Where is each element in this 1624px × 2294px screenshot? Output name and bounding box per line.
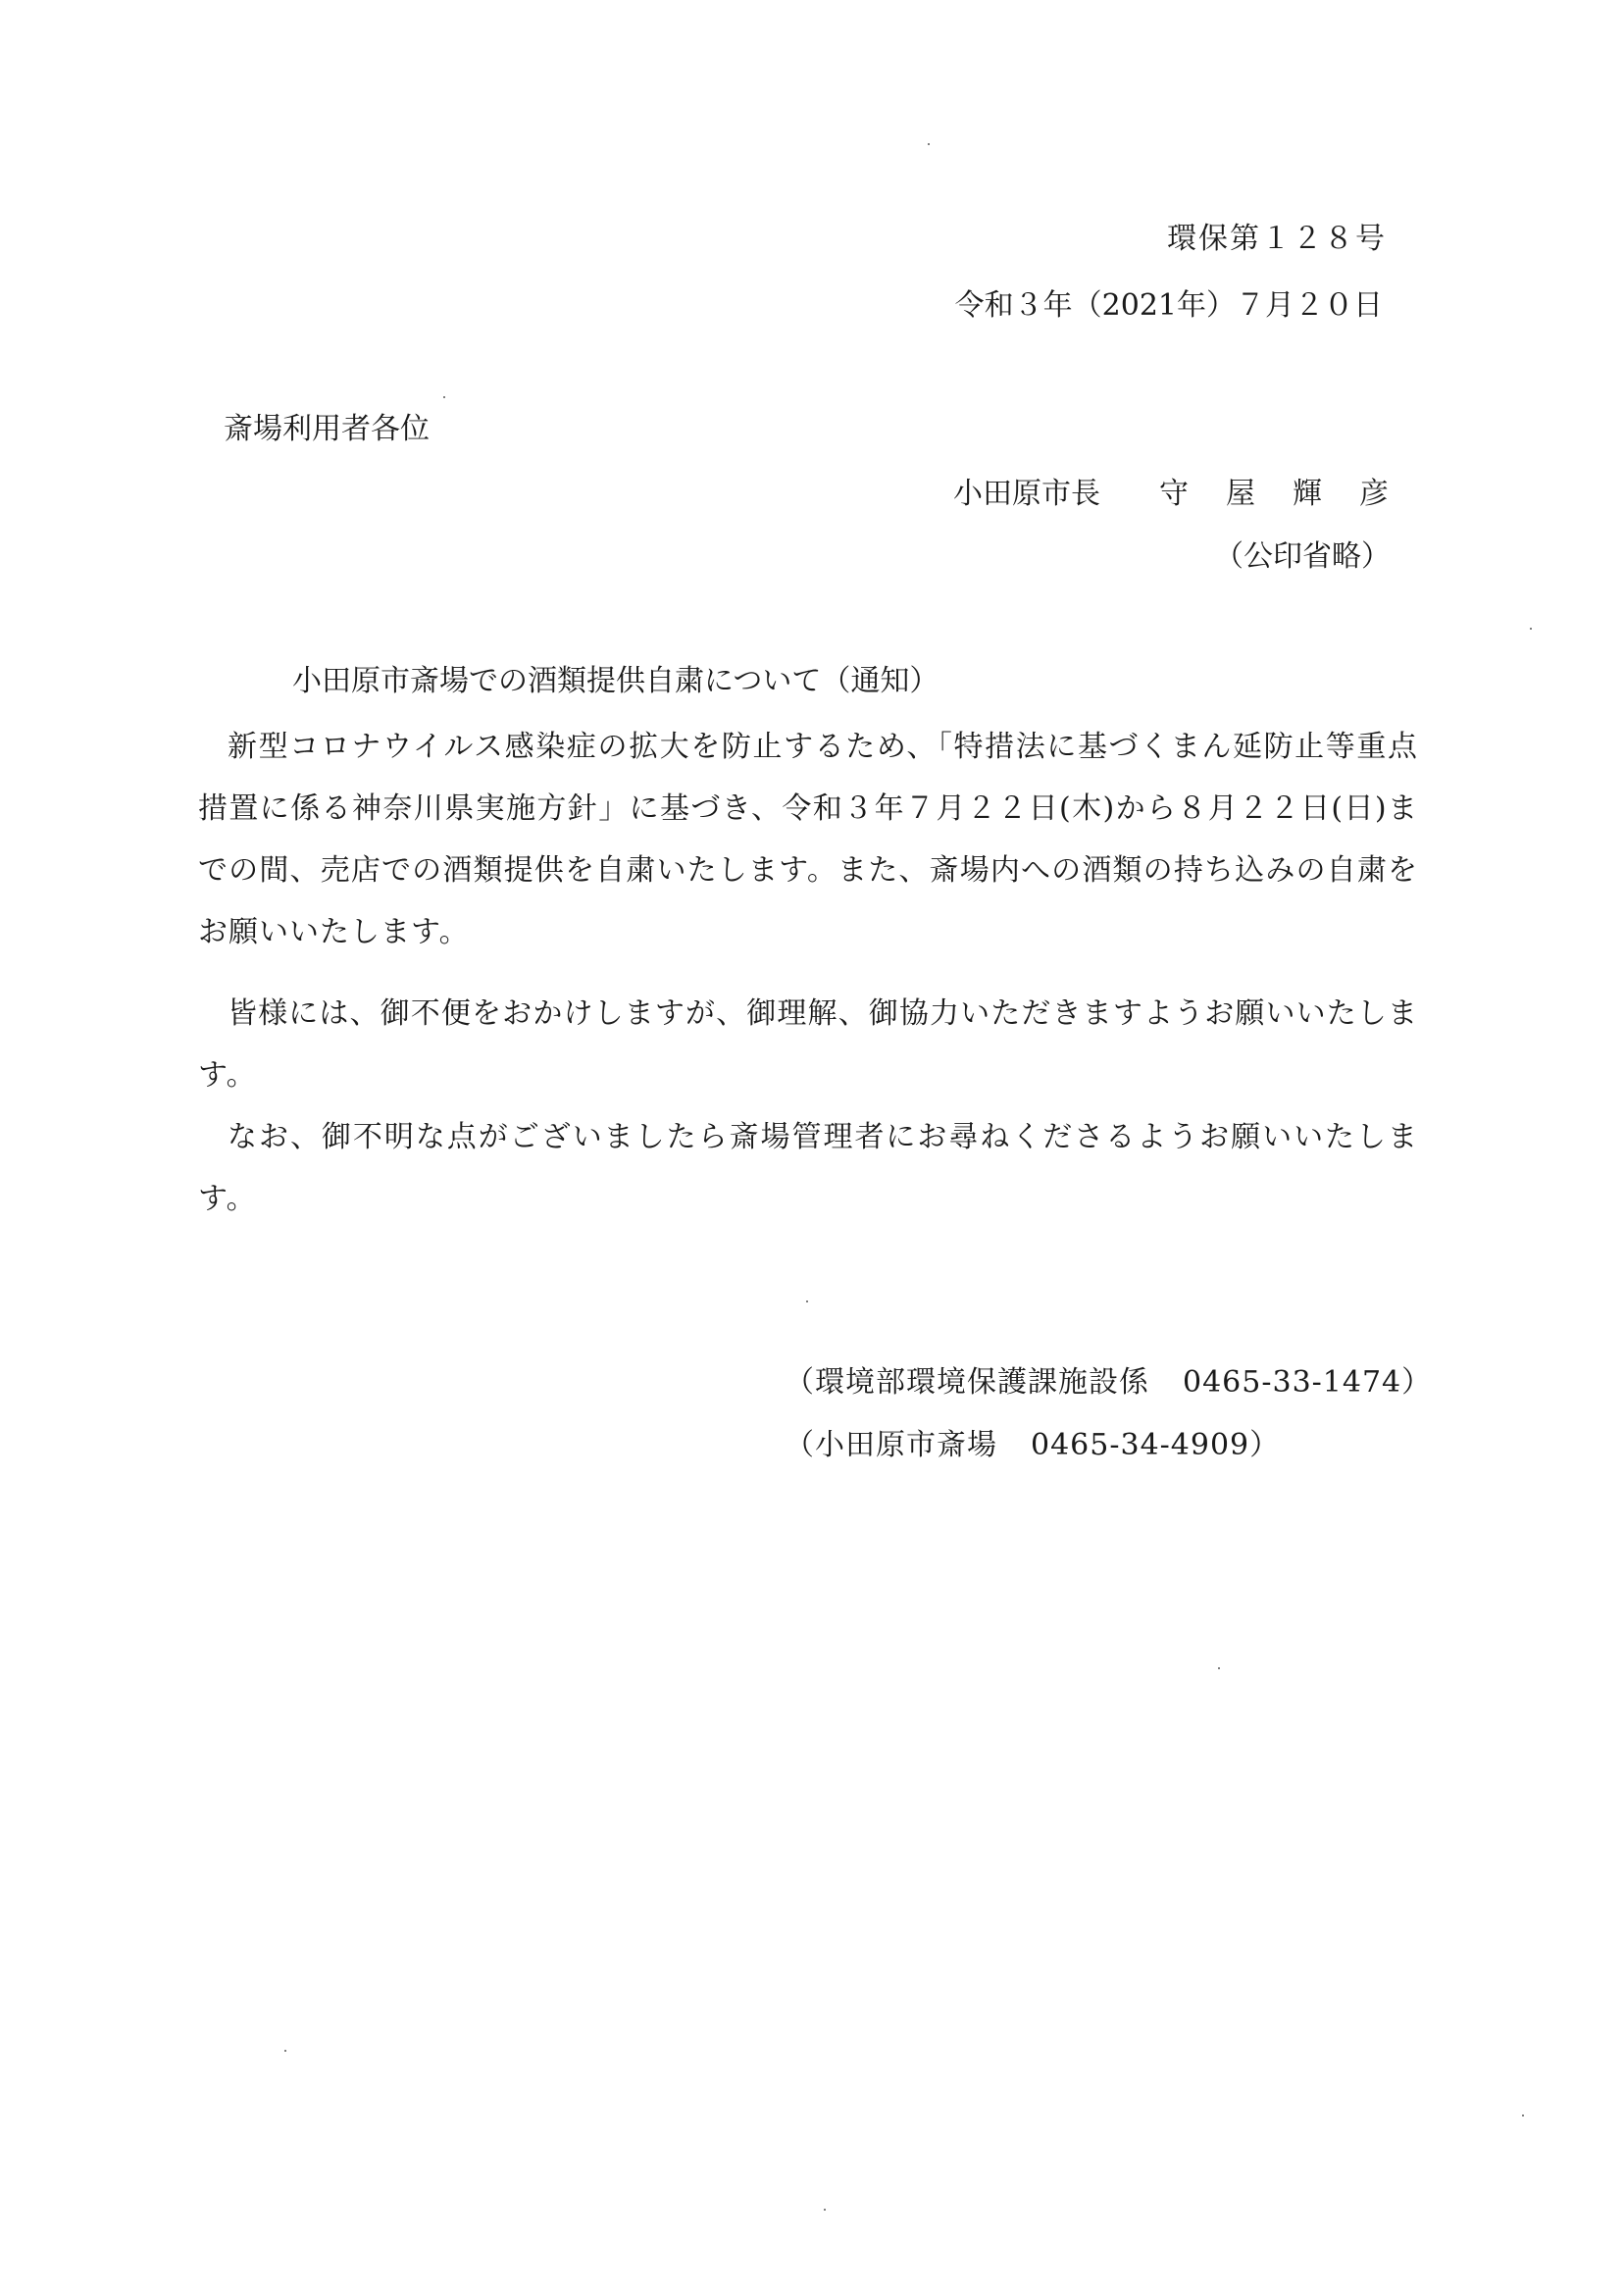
sender-name-part: 屋 xyxy=(1226,477,1255,511)
seal-omitted-note: （公印省略） xyxy=(1214,539,1391,574)
sender-name-part: 輝 xyxy=(1293,477,1322,511)
sender-title: 小田原市長 xyxy=(953,477,1100,511)
contact-phone: 0465-34-4909） xyxy=(1031,1428,1281,1462)
contact-line xyxy=(785,1363,1432,1402)
sender-name-part: 彦 xyxy=(1359,477,1389,511)
scan-speck xyxy=(1522,2115,1524,2116)
scan-speck xyxy=(824,2209,826,2211)
sender-name-part: 守 xyxy=(1159,477,1189,511)
scan-speck xyxy=(1218,1667,1220,1669)
document-subject: 小田原市斎場での酒類提供自粛について（通知） xyxy=(292,664,939,698)
recipient: 斎場利用者各位 xyxy=(224,412,430,446)
scan-speck xyxy=(806,1300,808,1302)
sender xyxy=(953,475,1389,514)
scan-speck xyxy=(284,2050,286,2052)
document-date: 令和３年（2021年）７月２０日 xyxy=(954,288,1383,323)
body-paragraph: 新型コロナウイルス感染症の拡大を防止するため、「特措法に基づくまん延防止等重点措置に係る神奈川県実施方針」に基づき、令和３年７月２２日(木)から８月２２日(日)までの間、売店での酒類提供を自粛いたします。また、斎場内への酒類の持ち込みの自粛をお願いいたします。 xyxy=(198,730,1418,949)
contact-phone: 0465-33-1474） xyxy=(1183,1365,1433,1400)
document-number: 環保第１２８号 xyxy=(1167,222,1387,256)
scan-speck xyxy=(1530,628,1532,630)
scan-speck xyxy=(443,396,445,398)
scan-speck xyxy=(928,143,930,145)
contact-line xyxy=(785,1426,1280,1465)
contact-label: （環境部環境保護課施設係 xyxy=(785,1365,1149,1400)
contact-label: （小田原市斎場 xyxy=(785,1428,997,1462)
body-paragraph: なお、御不明な点がございましたら斎場管理者にお尋ねくださるようお願いいたします。 xyxy=(198,1120,1418,1216)
body-paragraph: 皆様には、御不便をおかけしますが、御理解、御協力いただきますようお願いいたします。 xyxy=(198,996,1418,1093)
